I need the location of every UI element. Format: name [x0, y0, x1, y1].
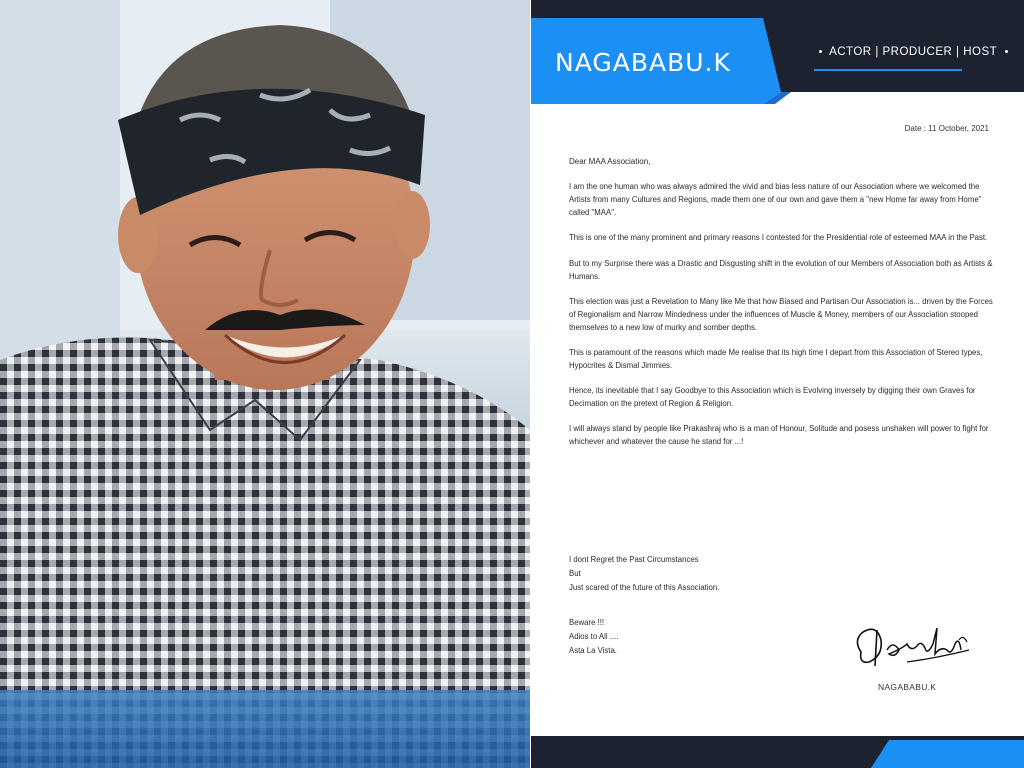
signoff-line: Asta La Vista.	[569, 646, 617, 655]
letter-paragraph: This is one of the many prominent and primary reasons I contested for the Presidential role of esteemed MAA in the Past.	[569, 233, 988, 243]
closing-line: Just scared of the future of this Association.	[569, 583, 720, 592]
letter-salutation: Dear MAA Association,	[569, 157, 651, 166]
letter-paragraph: I am the one human who was always admired the vivid and bias less nature of our Association where we welcomed the Artists from many Cultures and Regions, made them one of our own and gave them a "new Home far away from Home" called "MAA".	[569, 182, 982, 217]
letter-body	[569, 156, 999, 462]
resignation-letter	[531, 0, 1024, 768]
bullet-dot-icon	[819, 50, 822, 53]
letter-paragraph: I will always stand by people like Prakashraj who is a man of Honour, Solitude and posess unshaken will power to fight for whichever and whatever the cause he stand for ...!	[569, 424, 989, 447]
letter-paragraph: This election was just a Revelation to Many like Me that how Biased and Partisan Our Association is... driven by the Forces of Regionalism and Narrow Mindedness under the influences of Muscle & Money, members of our Association stooped themselves to a new low of murky and somber depths.	[569, 296, 993, 332]
signoff-line: Beware !!!	[569, 618, 605, 627]
letter-closing	[569, 553, 719, 595]
letter-footer-band	[531, 736, 1024, 768]
letter-date: Date : 11 October, 2021	[904, 124, 989, 133]
letterhead-brand: NAGABABU.K	[555, 48, 731, 77]
letter-signoff	[569, 616, 618, 658]
roles-underline	[814, 69, 962, 71]
role-host: HOST	[963, 46, 997, 58]
role-separator: |	[875, 46, 879, 58]
letter-paragraph: This is paramount of the reasons which made Me realise that its high time I depart from this Association of Stereo types, Hypocrites & Dismal Jimmies.	[569, 347, 983, 370]
signature-name: NAGABABU.K	[878, 682, 937, 692]
handwritten-signature	[847, 600, 987, 680]
role-actor: ACTOR	[829, 46, 872, 58]
closing-line: I dont Regret the Past Circumstances	[569, 555, 699, 564]
role-separator: |	[956, 46, 960, 58]
closing-line: But	[569, 569, 581, 578]
signoff-line: Adios to All ....	[569, 632, 619, 641]
letterhead-roles	[815, 46, 997, 58]
role-producer: PRODUCER	[882, 46, 953, 58]
letter-paragraph: Hence, its inevitable that I say Goodbye to this Association which is Evolving inversely by digging their own Graves for Decimation on the pretext of Region & Religion.	[569, 386, 976, 408]
letter-paragraph: But to my Surprise there was a Drastic and Disgusting shift in the evolution of our Members of Association both as Artists & Humans.	[569, 258, 993, 281]
